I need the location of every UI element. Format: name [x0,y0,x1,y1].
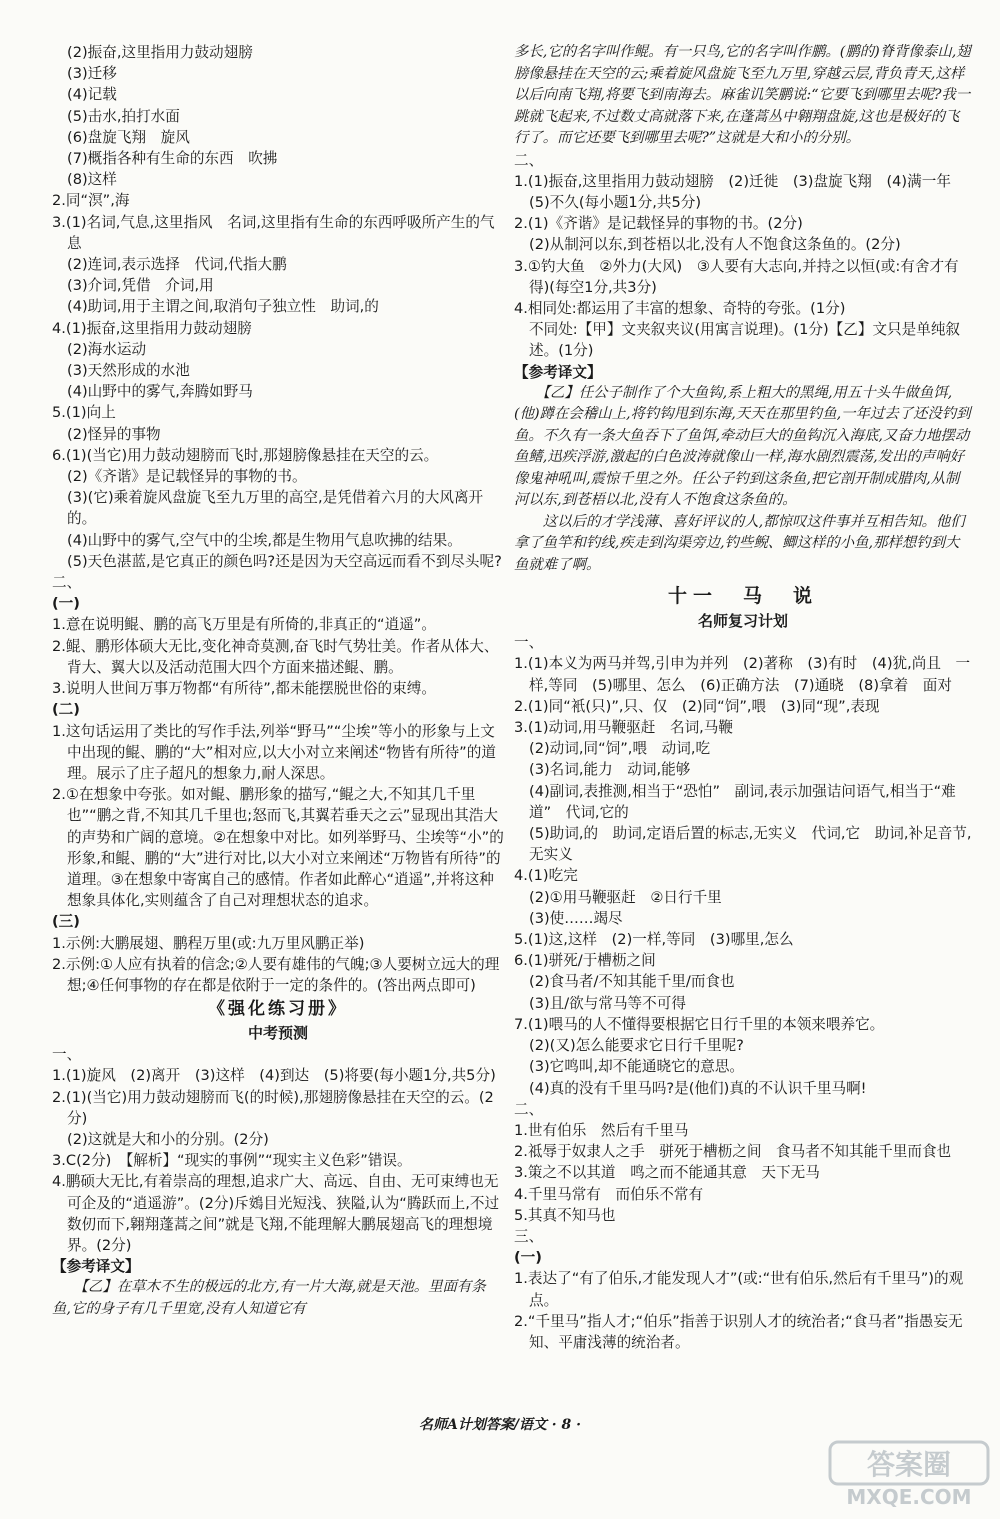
right-line: 2.(1)同“衹(只)”,只、仅 (2)同“饲”,喂 (3)同“现”,表现 [514,697,880,715]
left-line: (2)连词,表示选择 代词,代指大鹏 [67,256,287,274]
left-line: 《强化练习册》 [208,999,348,1020]
left-line: (3)(它)乘着旋风盘旋飞至九万里的高空,是凭借着六月的大风离开的。 [67,489,484,528]
left-column [52,42,504,1320]
right-line: 三、 [514,1227,544,1245]
right-line: 5.(1)这,这样 (2)一样,等同 (3)哪里,怎么 [514,931,794,949]
right-line: 2.“千里马”指人才;“伯乐”指善于识别人才的统治者;“食马者”指愚妄无知、平庸浅薄的统治者。 [514,1312,963,1351]
left-line: (4)山野中的雾气,空气中的尘埃,都是生物用气息吹拂的结果。 [67,531,462,549]
right-line: 名师复习计划 [697,612,788,631]
left-line: (4)记载 [67,86,117,104]
left-line: 4.(1)振奋,这里指用力鼓动翅膀 [52,319,252,337]
right-line: (2)动词,同“饲”,喂 动词,吃 [529,740,711,758]
left-line: (2)海水运动 [67,340,147,358]
left-line: (5)天色湛蓝,是它真正的颜色吗?还是因为天空高远而看不到尽头呢? [67,552,502,570]
right-line: (3)它鸣叫,却不能通晓它的意思。 [529,1058,745,1076]
left-line: 一、 [52,1046,82,1064]
left-line: 3.说明人世间万事万物都“有所待”,都未能摆脱世俗的束缚。 [52,680,436,698]
right-line: 一、 [514,634,544,652]
right-line: (3)且/欲与常马等不可得 [529,994,686,1012]
left-line: 二、 [52,574,82,592]
right-line: (一) [514,1249,542,1267]
right-line: 2.(1)《齐谐》是记载怪异的事物的书。(2分) [514,215,803,233]
watermark-logo [826,1440,992,1510]
left-line: (4)山野中的雾气,奔腾如野马 [67,383,253,401]
right-line: 3.①钓大鱼 ②外力(大风) ③人要有大志向,并持之以恒(或:有舍才有得)(每空1分,共3分) [514,257,959,296]
left-line: 1.(1)旋风 (2)离开 (3)这样 (4)到达 (5)将要(每小题1分,共5分) [52,1067,496,1085]
right-line: 3.(1)动词,用马鞭驱赶 名词,马鞭 [514,719,733,737]
left-line: 2.同“溟”,海 [52,192,130,210]
left-line: 1.意在说明鲲、鹏的高飞万里是有所倚的,非真正的“逍遥”。 [52,616,436,634]
right-line: 十一 马 说 [667,585,818,608]
left-line: (2)振奋,这里指用力鼓动翅膀 [67,44,253,61]
right-line: 【参考译文】 [514,363,602,381]
right-line: (2)①用马鞭驱赶 ②日行千里 [529,888,722,906]
left-line: 6.(1)(当它)用力鼓动翅膀而飞时,那翅膀像悬挂在天空的云。 [52,446,439,464]
right-line: 6.(1)骈死/于槽枥之间 [514,952,656,970]
page-footer: 名师A计划答案/语文 · 8 · [418,1417,582,1433]
left-line: 1.这句话运用了类比的写作手法,列举“野马”“尘埃”等小的形象与上文中出现的鲲、鹏的“大”相对应,以大小对立来阐述“物皆有所待”的道理。展示了庄子超凡的想象力,耐人深思。 [52,722,496,782]
right-line: 这以后的才学浅薄、喜好评议的人,都惊叹这件事并互相告知。他们拿了鱼竿和钓线,疾走到沟渠旁边,钓些鲵、鲫这样的小鱼,那样想钓到大鱼就难了啊。 [514,513,965,573]
right-line: 7.(1)喂马的人不懂得要根据它日行千里的本领来喂养它。 [514,1015,885,1033]
left-line: (一) [52,595,80,613]
left-line: (3)介词,凭借 介词,用 [67,277,214,295]
right-line: 3.策之不以其道 鸣之而不能通其意 天下无马 [514,1164,820,1182]
right-line: (2)从制河以东,到苍梧以北,没有人不饱食这条鱼的。(2分) [529,236,901,254]
left-line: 5.(1)向上 [52,404,116,422]
right-line: 多长,它的名字叫作鲲。有一只鸟,它的名字叫作鹏。(鹏的)脊背像泰山,翅膀像悬挂在天空的云;乘着旋风盘旋飞至九万里,穿越云层,背负青天,这样以后向南飞翔,将要飞到南海去。麻雀讥笑鹏说:“它要飞到哪里去呢?我一跳就飞起来,不过数丈高就落下来,在蓬蒿丛中翱翔盘旋,这也是极好的飞行了。而它还要飞到哪里去呢?”这就是大和小的分别。 [514,44,971,146]
right-line: (3)使……竭尽 [529,909,623,927]
left-line: 4.鹏硕大无比,有着崇高的理想,追求广大、高远、自由、无可束缚也无可企及的“逍遥游”。(2分)斥鴳目光短浅、狭隘,认为“腾跃而上,不过数仞而下,翱翔蓬蒿之间”就是飞翔,不能理解大鹏展翅高飞的理想境界。(2分) [52,1173,500,1254]
right-line: 4.千里马常有 而伯乐不常有 [514,1185,704,1203]
left-line: (5)击水,拍打水面 [67,107,180,125]
left-line: 中考预测 [247,1024,308,1043]
right-line: 1.表达了“有了伯乐,才能发现人才”(或:“世有伯乐,然后有千里马”)的观点。 [514,1270,964,1309]
right-line: (4)副词,表推测,相当于“恐怕” 副词,表示加强诘问语气,相当于“难道” 代词,它的 [529,782,956,821]
watermark-text: 答案圈 [866,1448,952,1481]
right-column [514,42,972,1353]
left-line: (3)天然形成的水池 [67,362,190,380]
right-line: 【乙】任公子制作了个大鱼钩,系上粗大的黑绳,用五十头牛做鱼饵,(他)蹲在会稽山上,将钓钩甩到东海,天天在那里钓鱼,一年过去了还没钓到鱼。不久有一条大鱼吞下了鱼饵,牵动巨大的鱼钩沉入海底,又奋力地摆动鱼鳍,迅疾浮游,激起的白色波涛就像山一样,海水剧烈震荡,发出的声响好像鬼神吼叫,震惊千里之外。任公子钓到这条鱼,把它剖开制成腊肉,从制河以东,到苍梧以北,没有人不饱食这条鱼的。 [514,384,971,509]
left-line: 2.①在想象中夸张。如对鲲、鹏形象的描写,“鲲之大,不知其几千里也”“鹏之背,不知其几千里也;怒而飞,其翼若垂天之云”显现出其浩大的声势和广阔的意境。②在想象中对比。如列举野马、尘埃等“小”的形象,和鲲、鹏的“大”进行对比,以大小对立来阐述“万物皆有所待”的道理。③在想象中寄寓自己的感情。作者如此醉心“逍遥”,并将这种想象具体化,实则蕴含了自己对理想状态的追求。 [52,786,504,910]
left-line: (三) [52,913,80,931]
left-line: 【参考译文】 [52,1258,140,1276]
left-line: (二) [52,701,80,719]
left-line: (2)怪异的事物 [67,425,161,443]
left-line: (8)这样 [67,171,117,189]
right-line: 1.世有伯乐 然后有千里马 [514,1121,689,1139]
right-line: (4)真的没有千里马吗?是(他们)真的不认识千里马啊! [529,1079,867,1097]
right-line: 二、 [514,151,544,169]
right-line: 4.(1)吃完 [514,867,578,885]
left-line: (2)《齐谐》是记载怪异的事物的书。 [67,468,307,486]
left-line: 1.示例:大鹏展翅、鹏程万里(或:九万里风鹏正举) [52,934,365,952]
right-line: 不同处:【甲】文夹叙夹议(用寓言说理)。(1分)【乙】文只是单纯叙述。(1分) [529,321,961,360]
right-line: (2)(又)怎么能要求它日行千里呢? [529,1037,744,1055]
left-line: 2.示例:①人应有执着的信念;②人要有雄伟的气魄;③人要树立远大的理想;④任何事物的存在都是依附于一定的条件的。(答出两点即可) [52,955,500,994]
left-line: (7)概指各种有生命的东西 吹拂 [67,150,278,168]
right-line: 二、 [514,1100,544,1118]
left-line: 3.(1)名词,气息,这里指风 名词,这里指有生命的东西呼吸所产生的气息 [52,213,495,252]
right-line: 5.其真不知马也 [514,1206,616,1224]
right-line: 2.祗辱于奴隶人之手 骈死于槽枥之间 食马者不知其能千里而食也 [514,1143,952,1161]
left-line: (6)盘旋飞翔 旋风 [67,128,190,146]
left-line: (3)迁移 [67,65,117,83]
right-line: (3)名词,能力 动词,能够 [529,761,691,779]
watermark-url: MXQE.COM [846,1485,972,1509]
right-line: 4.相同处:都运用了丰富的想象、奇特的夸张。(1分) [514,299,846,317]
left-line: (4)助词,用于主谓之间,取消句子独立性 助词,的 [67,298,379,316]
left-line: 2.(1)(当它)用力鼓动翅膀而飞(的时候),那翅膀像悬挂在天空的云。(2分) [52,1088,494,1127]
right-line: 1.(1)振奋,这里指用力鼓动翅膀 (2)迁徙 (3)盘旋飞翔 (4)满一年 (5)不久(每小题1分,共5分) [514,172,966,211]
left-line: 3.C(2分) 【解析】“现实的事例”“现实主义色彩”错误。 [52,1152,412,1170]
left-line: 2.鲲、鹏形体硕大无比,变化神奇莫测,奋飞时气势壮美。作者从体大、背大、翼大以及活动范围大四个方面来描述鲲、鹏。 [52,637,499,676]
right-line: (5)助词,的 助词,定语后置的标志,无实义 代词,它 助词,补足音节,无实义 [529,825,972,864]
left-line: 【乙】在草木不生的极远的北方,有一片大海,就是天池。里面有条鱼,它的身子有几千里宽,没有人知道它有 [52,1279,486,1317]
left-line: (2)这就是大和小的分别。(2分) [67,1130,269,1148]
right-line: 1.(1)本义为两马并驾,引申为并列 (2)著称 (3)有时 (4)犹,尚且 一样,等同 (5)哪里、怎么 (6)正确方法 (7)通晓 (8)拿着 面对 [514,655,971,694]
right-line: (2)食马者/不知其能千里/而食也 [529,973,735,991]
